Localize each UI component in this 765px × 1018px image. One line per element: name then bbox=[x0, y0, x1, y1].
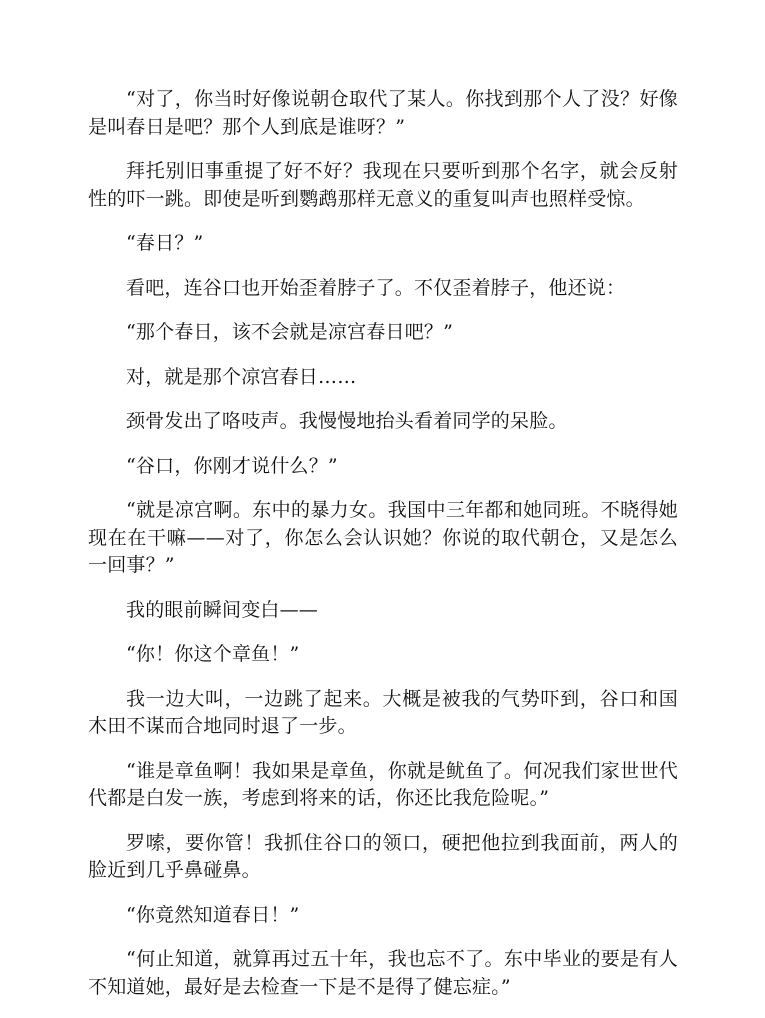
paragraph: “何止知道，就算再过五十年，我也忘不了。东中毕业的要是有人不知道她，最好是去检查一下是不是得了健忘症。” bbox=[88, 948, 678, 998]
paragraph: 对，就是那个凉宫春日…… bbox=[126, 365, 357, 388]
paragraph: “那个春日，该不会就是凉宫春日吧？” bbox=[126, 321, 454, 343]
paragraph: “春日？” bbox=[126, 232, 204, 254]
paragraph: 罗嗦，要你管！我抓住谷口的领口，硬把他拉到我面前，两人的脸近到几乎鼻碰鼻。 bbox=[88, 831, 678, 881]
novel-text-body bbox=[88, 86, 678, 1018]
paragraph: 看吧，连谷口也开始歪着脖子了。不仅歪着脖子，他还说： bbox=[126, 276, 626, 299]
paragraph: “你！你这个章鱼！” bbox=[126, 643, 300, 665]
paragraph: 拜托别旧事重提了好不好？我现在只要听到那个名字，就会反射性的吓一跳。即使是听到鹦鹉那样无意义的重复叫声也照样受惊。 bbox=[88, 160, 678, 210]
paragraph: “谁是章鱼啊！我如果是章鱼，你就是鱿鱼了。何况我们家世世代代都是白发一族，考虑到将来的话，你还比我危险呢。” bbox=[88, 759, 678, 809]
paragraph: “就是凉宫啊。东中的暴力女。我国中三年都和她同班。不晓得她现在在干嘛——对了，你怎么会认识她？你说的取代朝仓，又是怎么一回事？” bbox=[88, 499, 678, 576]
paragraph: 我一边大叫，一边跳了起来。大概是被我的气势吓到，谷口和国木田不谋而合地同时退了一步。 bbox=[88, 687, 678, 737]
paragraph: 颈骨发出了咯吱声。我慢慢地抬头看着同学的呆脸。 bbox=[126, 410, 568, 432]
paragraph: “你竟然知道春日！” bbox=[126, 903, 300, 926]
paragraph: “对了，你当时好像说朝仓取代了某人。你找到那个人了没？好像是叫春日是吧？那个人到底是谁呀？” bbox=[88, 88, 678, 138]
paragraph: “谷口，你刚才说什么？” bbox=[126, 454, 338, 477]
paragraph: 我的眼前瞬间变白—— bbox=[126, 598, 319, 621]
